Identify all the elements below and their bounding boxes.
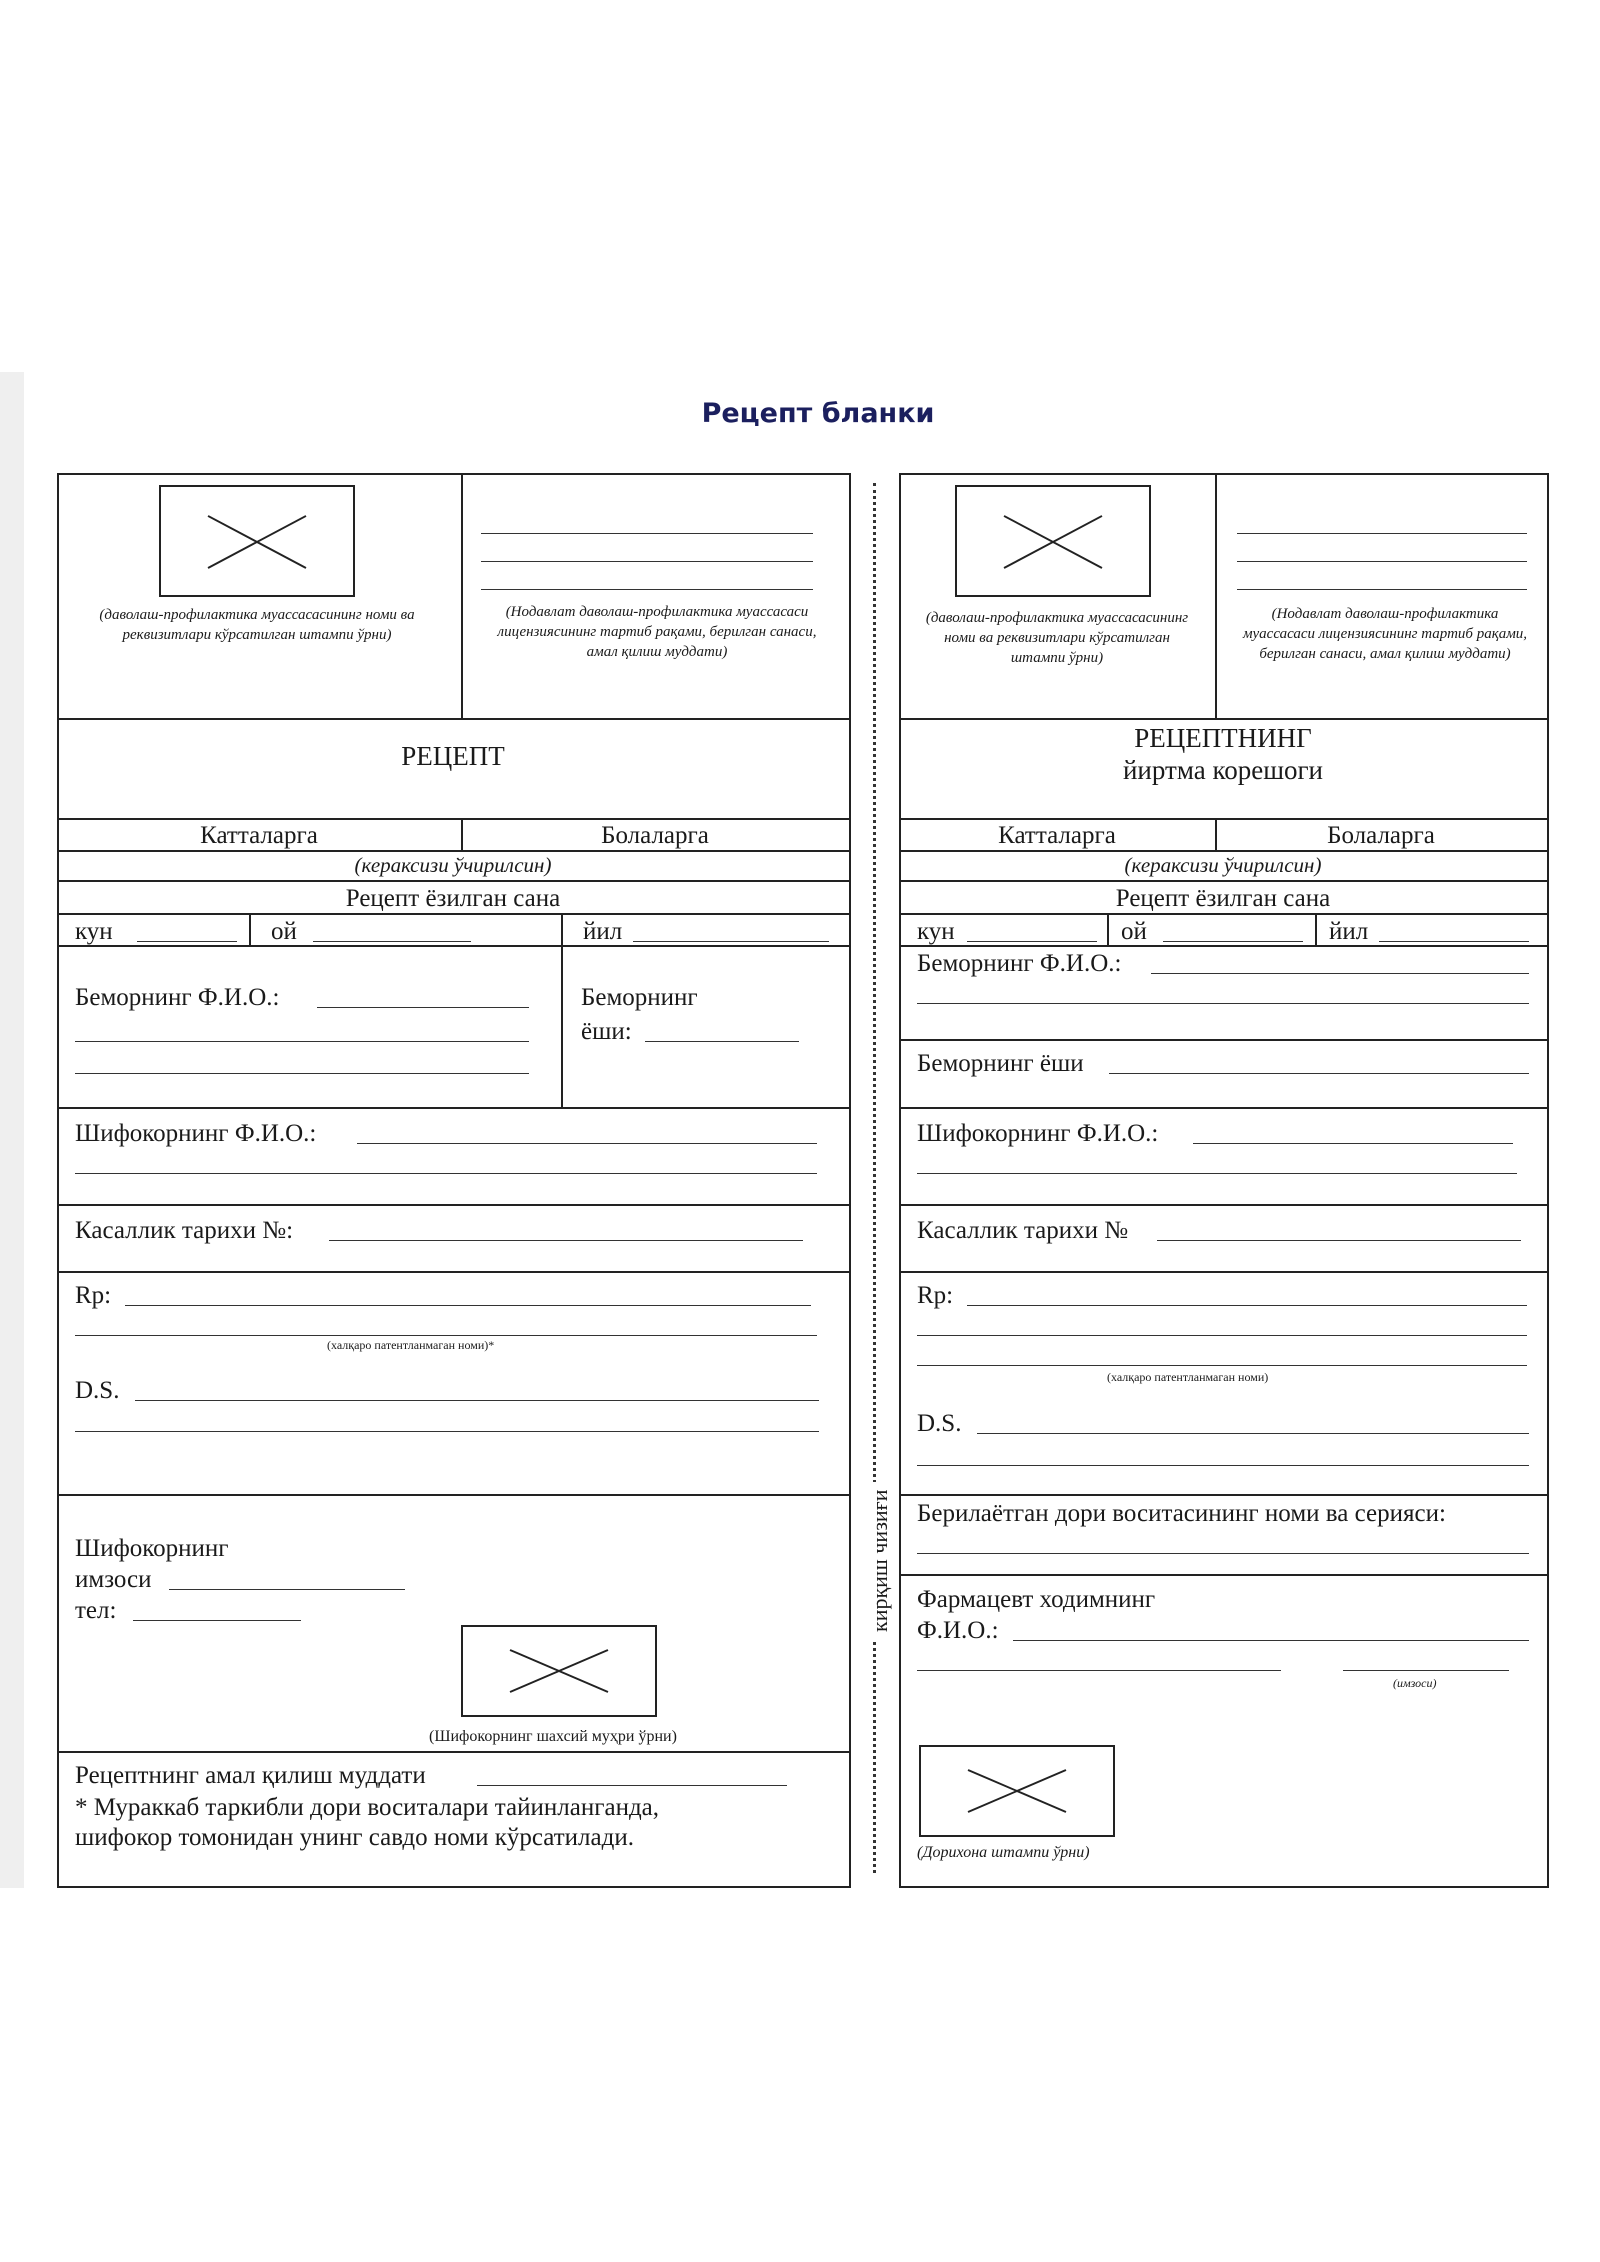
left-rule	[57, 1751, 849, 1753]
right-rule	[899, 945, 1547, 947]
left-patient-age-field[interactable]	[645, 1041, 799, 1042]
right-patient-name-line-2[interactable]	[917, 1003, 1529, 1004]
right-date-label: Рецепт ёзилган сана	[1115, 885, 1331, 912]
left-header-divider	[461, 473, 463, 718]
right-pharmacy-stamp-caption: (Дорихона штампи ўрни)	[917, 1844, 1090, 1861]
right-rule	[899, 1039, 1547, 1041]
right-rp-line-2[interactable]	[917, 1335, 1527, 1336]
right-month-field[interactable]	[1163, 941, 1303, 942]
right-license-caption: (Нодавлат даволаш-профилактика муассасаси лицензиясининг тартиб рақами, берилган санаси, амал қилиш муддати)	[1242, 606, 1528, 662]
right-year-field[interactable]	[1379, 941, 1529, 942]
right-form-frame	[899, 473, 1549, 1888]
page-title: Рецепт бланки	[701, 398, 935, 429]
right-rule	[899, 1107, 1547, 1109]
right-form-title-1: РЕЦЕПТНИНГ	[1134, 723, 1312, 753]
right-header-divider	[1215, 473, 1217, 718]
left-edge-strip	[0, 372, 24, 1888]
right-pharmacist-label-1: Фармацевт ходимнинг	[917, 1586, 1156, 1613]
right-patient-name-field[interactable]	[1151, 973, 1529, 974]
right-month-label: ой	[1121, 918, 1147, 945]
left-history-field[interactable]	[329, 1240, 803, 1241]
right-rp-line-3[interactable]	[917, 1365, 1527, 1366]
right-doctor-name-field[interactable]	[1193, 1143, 1513, 1144]
left-history-label: Касаллик тарихи №:	[75, 1217, 294, 1244]
right-form-title-2: йиртма корешоги	[1122, 755, 1324, 785]
right-pharmacist-name-line-2[interactable]	[917, 1670, 1281, 1671]
right-rule	[899, 718, 1547, 720]
left-rule	[57, 945, 849, 947]
right-license-line-1	[1237, 533, 1527, 534]
left-strike-note: (кераксизи ўчирилсин)	[354, 853, 552, 877]
right-doctor-name-label: Шифокорнинг Ф.И.О.:	[917, 1120, 1159, 1147]
left-rp-field[interactable]	[125, 1305, 811, 1306]
left-month-label: ой	[271, 918, 297, 945]
right-license-line-2	[1237, 561, 1527, 562]
right-rule	[899, 818, 1547, 820]
left-doctor-name-line-2[interactable]	[75, 1173, 817, 1174]
left-signature-field[interactable]	[169, 1589, 405, 1590]
right-adults: Катталарга	[998, 822, 1116, 849]
right-rule	[899, 1494, 1547, 1496]
right-pharmacist-signature-field[interactable]	[1343, 1670, 1509, 1671]
right-signature-caption: (имзоси)	[1393, 1676, 1437, 1690]
left-date-divider	[249, 913, 251, 945]
left-children: Болаларга	[601, 822, 709, 849]
left-month-field[interactable]	[313, 941, 471, 942]
left-ds-label: D.S.	[75, 1377, 120, 1404]
left-doctor-name-field[interactable]	[357, 1143, 817, 1144]
left-adults: Катталарга	[200, 822, 318, 849]
right-ds-line-2[interactable]	[917, 1465, 1529, 1466]
left-rp-label: Rp:	[75, 1282, 112, 1309]
left-rule	[57, 1107, 849, 1109]
right-rule	[899, 1574, 1547, 1576]
left-footnote-1: * Мураккаб таркибли дори воситалари тайинланганда,	[75, 1794, 660, 1821]
left-license-line-1	[481, 533, 813, 534]
right-history-label: Касаллик тарихи №	[917, 1217, 1129, 1244]
left-rule	[57, 913, 849, 915]
left-signature-label-1: Шифокорнинг	[75, 1535, 229, 1562]
left-rule	[57, 718, 849, 720]
left-day-field[interactable]	[137, 941, 237, 942]
right-day-label: кун	[917, 918, 955, 945]
right-ds-label: D.S.	[917, 1410, 962, 1437]
left-patient-age-label-1: Беморнинг	[581, 984, 698, 1011]
left-form-frame	[57, 473, 851, 1888]
right-strike-note: (кераксизи ўчирилсин)	[1124, 853, 1322, 877]
right-rule	[899, 913, 1547, 915]
left-license-line-2	[481, 561, 813, 562]
right-ds-field[interactable]	[977, 1433, 1529, 1434]
right-institution-stamp-icon	[955, 485, 1151, 597]
left-rule	[57, 1494, 849, 1496]
right-stamp-caption: (даволаш-профилактика муассасасининг номи ва реквизитлари кўрсатилган штампи ўрни)	[925, 610, 1189, 666]
left-patient-name-line-2[interactable]	[75, 1041, 529, 1042]
right-doctor-name-line-2[interactable]	[917, 1173, 1517, 1174]
right-drug-issued-label: Берилаётган дори воситасининг номи ва серияси:	[917, 1500, 1446, 1527]
left-license-caption: (Нодавлат даволаш-профилактика муассасаси лицензиясининг тартиб рақами, берилган санаси, амал қилиш муддати)	[497, 604, 817, 660]
right-license-line-3	[1237, 589, 1527, 590]
right-children: Болаларга	[1327, 822, 1435, 849]
prescription-form	[57, 473, 1547, 1886]
doctor-personal-seal-icon	[461, 1625, 657, 1717]
right-history-field[interactable]	[1157, 1240, 1521, 1241]
left-signature-label-2: имзоси	[75, 1566, 152, 1593]
right-date-divider	[1315, 913, 1317, 945]
left-form-title: РЕЦЕПТ	[401, 741, 505, 771]
left-phone-label: тел:	[75, 1597, 117, 1624]
right-rule	[899, 880, 1547, 882]
cutting-line	[873, 483, 876, 1873]
right-intl-name-note: (халқаро патентланмаган номи)	[1107, 1370, 1269, 1384]
left-year-field[interactable]	[633, 941, 829, 942]
left-rule	[57, 880, 849, 882]
left-intl-name-note: (халқаро патентланмаган номи)*	[327, 1338, 495, 1352]
right-rule	[899, 1204, 1547, 1206]
left-validity-label: Рецептнинг амал қилиш муддати	[75, 1762, 426, 1789]
left-phone-field[interactable]	[133, 1620, 301, 1621]
left-license-line-3	[481, 589, 813, 590]
left-stamp-caption: (даволаш-профилактика муассасасининг номи ва реквизитлари кўрсатилган штампи ўрни)	[99, 607, 415, 643]
right-pharmacist-label-2: Ф.И.О.:	[917, 1617, 999, 1644]
pharmacy-stamp-icon	[919, 1745, 1115, 1837]
right-rp-field[interactable]	[967, 1305, 1527, 1306]
right-day-field[interactable]	[967, 941, 1097, 942]
left-rp-line-2[interactable]	[75, 1335, 817, 1336]
right-patient-age-field[interactable]	[1109, 1073, 1529, 1074]
right-drug-issued-field[interactable]	[917, 1553, 1529, 1554]
left-year-label: йил	[583, 918, 623, 945]
right-patient-age-label: Беморнинг ёши	[917, 1050, 1084, 1077]
right-rule	[899, 1271, 1547, 1273]
left-rule	[57, 1204, 849, 1206]
left-patient-name-line-3[interactable]	[75, 1073, 529, 1074]
left-doctor-name-label: Шифокорнинг Ф.И.О.:	[75, 1120, 317, 1147]
left-patient-name-label: Беморнинг Ф.И.О.:	[75, 984, 280, 1011]
right-year-label: йил	[1329, 918, 1369, 945]
left-ds-line-2[interactable]	[75, 1431, 819, 1432]
left-personal-seal-caption: (Шифокорнинг шахсий муҳри ўрни)	[429, 1728, 677, 1745]
left-ds-field[interactable]	[135, 1400, 819, 1401]
right-pharmacist-name-field[interactable]	[1013, 1640, 1529, 1641]
left-rule	[57, 818, 849, 820]
left-day-label: кун	[75, 918, 113, 945]
left-institution-stamp-icon	[159, 485, 355, 597]
left-patient-age-label-2: ёши:	[581, 1018, 632, 1045]
left-rule	[57, 1271, 849, 1273]
left-rule	[57, 850, 849, 852]
left-validity-field[interactable]	[477, 1785, 787, 1786]
right-date-divider	[1107, 913, 1109, 945]
right-patient-name-label: Беморнинг Ф.И.О.:	[917, 950, 1122, 977]
left-footnote-2: шифокор томонидан унинг савдо номи кўрсатилади.	[75, 1824, 634, 1851]
right-rule	[899, 850, 1547, 852]
left-patient-divider	[561, 945, 563, 1107]
cutting-line-label: кирқиш чизиғи	[869, 1482, 891, 1640]
right-rp-label: Rp:	[917, 1282, 954, 1309]
left-date-label: Рецепт ёзилган сана	[345, 885, 561, 912]
left-date-divider	[561, 913, 563, 945]
left-patient-name-field[interactable]	[317, 1007, 529, 1008]
